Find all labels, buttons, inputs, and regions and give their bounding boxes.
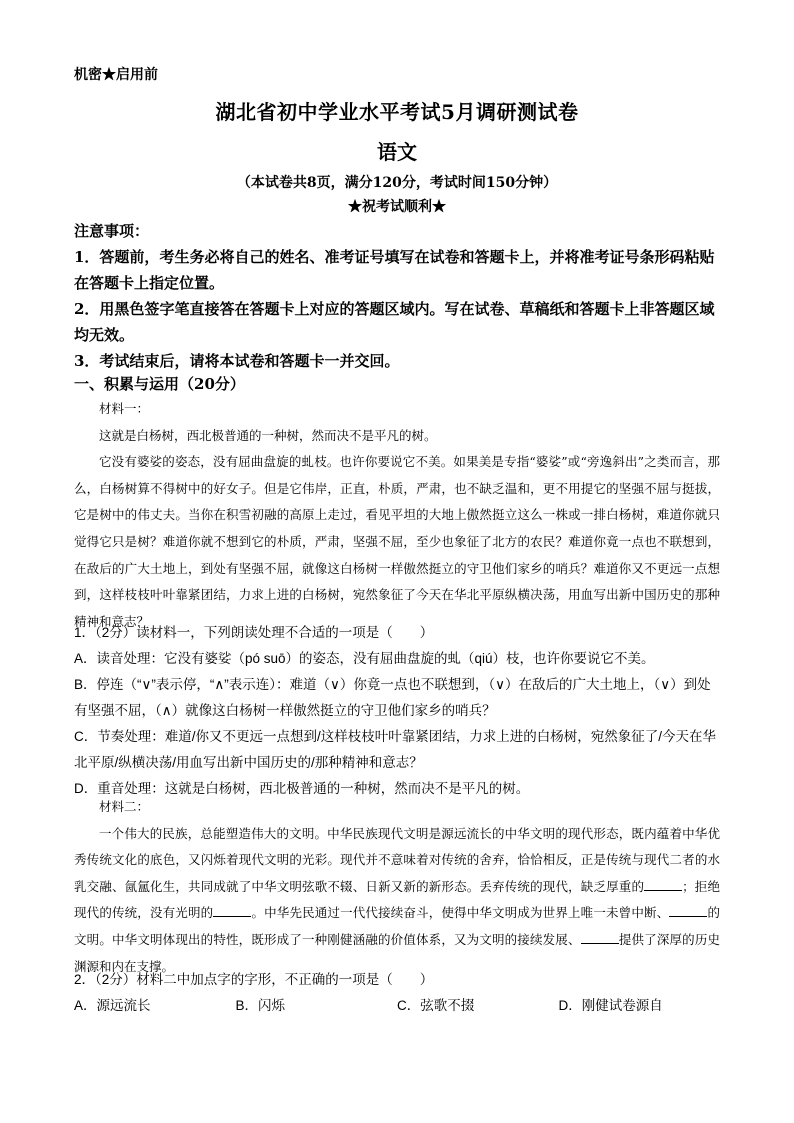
section-heading: 一、积累与运用（20分）: [74, 375, 245, 393]
option-a[interactable]: A．源远流长: [74, 998, 151, 1013]
material-one: [74, 396, 720, 635]
note-item: 3．考试结束后，请将本试卷和答题卡一并交回。: [74, 352, 400, 370]
option-c[interactable]: C．弦歌不掇: [397, 998, 475, 1013]
text-segment: 一个伟大的民族，总能塑造伟大的文明。中华民族现代文明是源远流长的中华文明的现代形态，既内蕴着中华优秀传统文化的底色，又闪烁着现代文明的光彩。现代并不意味着对传统的舍弃，恰恰相反，正是传统与现代二者的水乳交融、氤氲化生，共同成就了中华文明弦歌不辍、日新又新的新形态。丢弃传统的现代，缺乏厚重的: [74, 825, 720, 894]
material-paragraph: 它没有婆娑的姿态，没有屈曲盘旋的虬枝。也许你要说它不美。如果美是专指“婆娑”或“旁逸斜出”之类而言，那么，白杨树算不得树中的好女子。但是它伟岸，正直，朴质，严肃，也不缺乏温和，更不用提它的坚强不屈与挺拔，它是树中的伟丈夫。当你在积雪初融的高原上走过，看见平坦的大地上傲然挺立这么一株或一排白杨树，难道你就只觉得它只是树？难道你就不想到它的朴质，严肃，坚强不屈，至少也象征了北方的农民？难道你竟一点也不联想到，在敌后的广大土地上，到处有坚强不屈，就像这白杨树一样傲然挺立的守卫他们家乡的哨兵？难道你又不更远一点想到，这样枝枝叶叶靠紧团结，力求上进的白杨树，宛然象征了今天在华北平原纵横决荡，用血写出新中国历史的那种精神和意志？: [74, 454, 720, 629]
material-label: 材料一：: [99, 401, 150, 416]
material-label: 材料二：: [99, 799, 150, 814]
text-segment: ；拒绝现代的传统，没有光明的: [74, 878, 720, 921]
exam-subject: 语文: [377, 140, 417, 164]
question-1: [74, 620, 720, 802]
material-paragraph: 这就是白杨树，西北极普通的一种树，然而决不是平凡的树。: [99, 427, 437, 443]
fill-blank[interactable]: [669, 902, 707, 917]
option-c[interactable]: C．节奏处理：难道/你又不更远一点想到/这样枝枝叶叶靠紧团结，力求上进的白杨树，宛然象征了/今天在华北平原/纵横决荡/用血写出新中国历史的/那种精神和意志？: [74, 729, 717, 770]
note-item: 2．用黑色签字笔直接答在答题卡上对应的答题区域内。写在试卷、草稿纸和答题卡上非答题区域均无效。: [74, 300, 715, 344]
note-item: 1．答题前，考生务必将自己的姓名、准考证号填写在试卷和答题卡上，并将准考证号条形码粘贴在答题卡上指定位置。: [74, 248, 715, 292]
text-segment: 。中华先民通过一代代接续奋斗，使得中华文明成为世界上唯一未曾中断、: [251, 905, 670, 921]
fill-blank[interactable]: [581, 929, 619, 944]
question-stem: 1．（2分）读材料一，下列朗读处理不合适的一项是（ ）: [74, 625, 434, 640]
exam-wish: ★祝考试顺利★: [348, 199, 446, 215]
question-2: [74, 967, 720, 1019]
material-paragraph: [74, 821, 720, 981]
notes-heading: 注意事项：: [74, 222, 150, 240]
material-two: [74, 794, 720, 980]
exam-info: （本试卷共8页，满分120分，考试时间150分钟）: [236, 175, 558, 191]
exam-title: 湖北省初中学业水平考试5月调研测试卷: [215, 100, 579, 124]
option-a[interactable]: A．读音处理：它没有婆娑（pó suō）的姿态，没有屈曲盘旋的虬（qiú）枝，也许你要说它不美。: [74, 651, 655, 666]
text-segment: 的文明。中华文明体现出的特性，既形成了一种刚健涵融的价值体系，又为文明的接续发展、: [74, 905, 720, 947]
fill-blank[interactable]: [213, 902, 251, 917]
option-b[interactable]: B．停连（“∨”表示停，“∧”表示连）：难道（∨）你竟一点也不联想到，（∨）在敌后的广大土地上，（∨）到处有坚强不屈，（∧）就像这白杨树一样傲然挺立的守卫他们家乡的哨兵？: [74, 677, 711, 718]
options-row: [74, 993, 720, 1019]
option-d[interactable]: D．刚健试卷源自: [558, 998, 663, 1013]
option-b[interactable]: B．闪烁: [235, 998, 286, 1013]
notes-section: [74, 218, 720, 374]
text-segment: 提供了深厚的历史渊源和内在支撑。: [74, 931, 720, 974]
fill-blank[interactable]: [644, 876, 682, 891]
option-d[interactable]: D．重音处理：这就是白杨树，西北极普通的一种树，然而决不是平凡的树。: [74, 781, 530, 796]
confidential-mark: 机密★启用前: [74, 67, 158, 83]
question-stem: 2．（2分）材料二中加点字的字形，不正确的一项是（ ）: [74, 972, 434, 987]
